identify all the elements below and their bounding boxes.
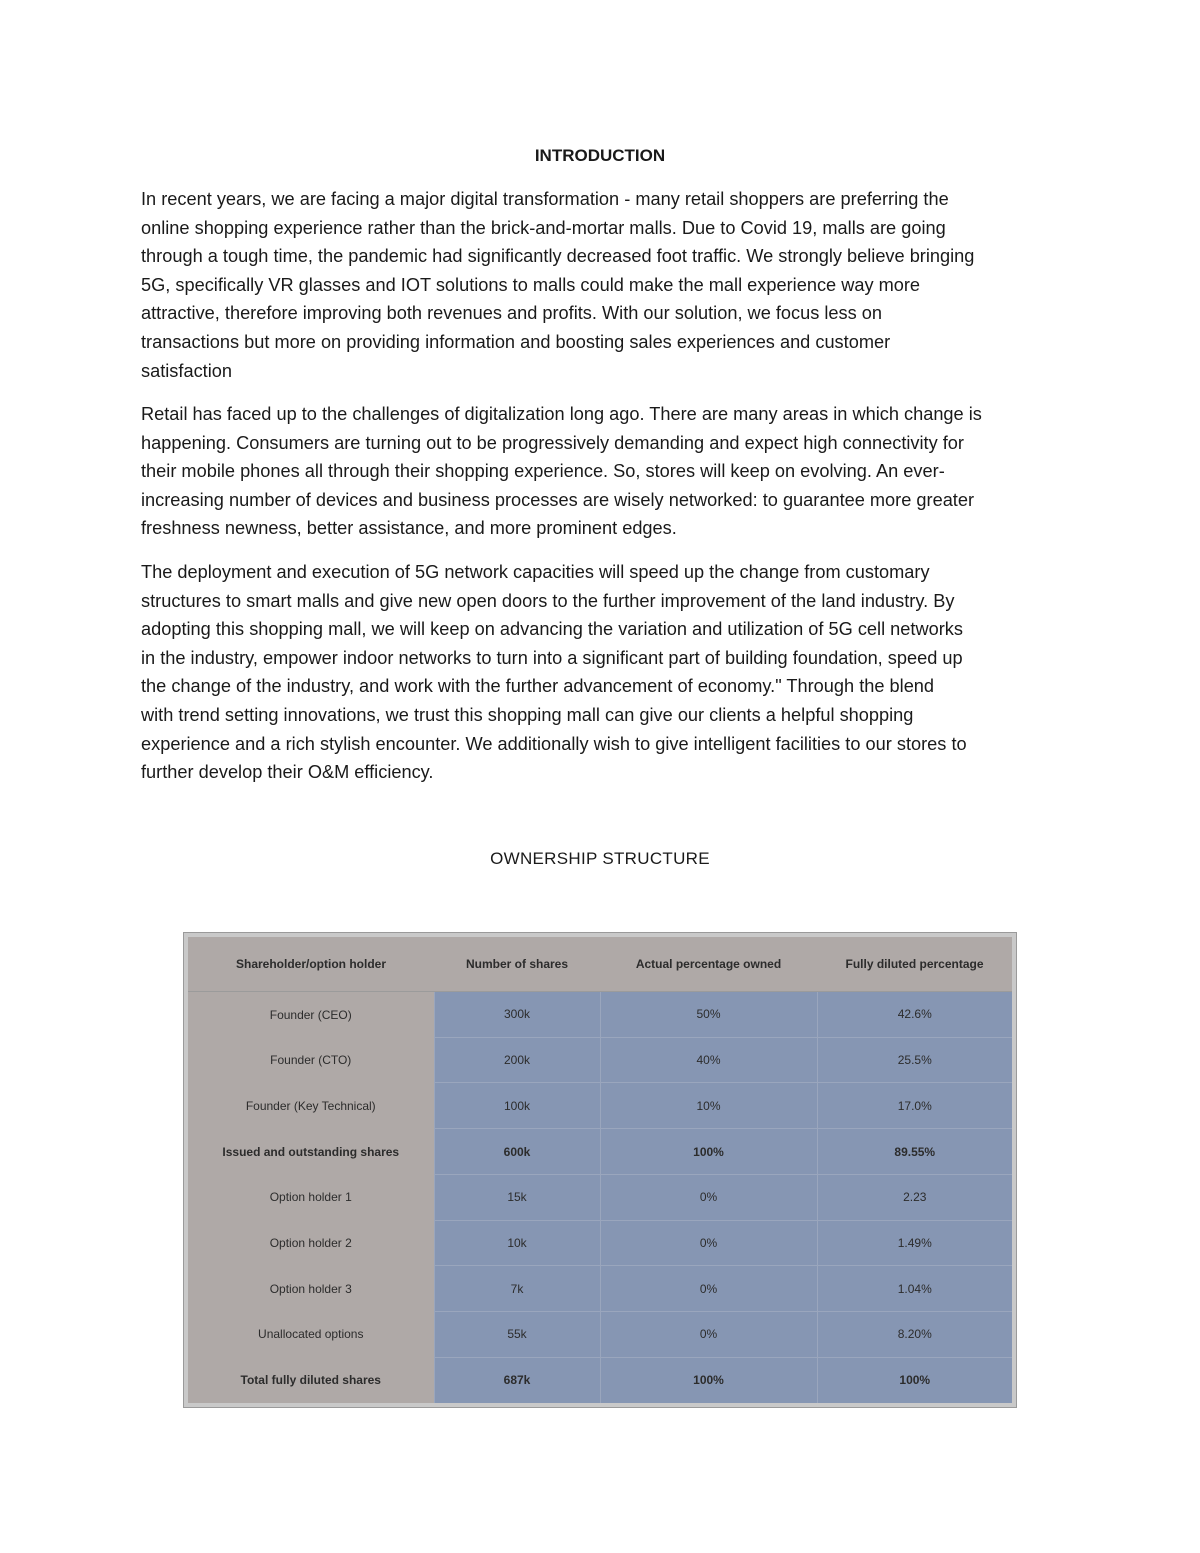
table-header-row	[188, 937, 1012, 992]
table-row	[188, 1312, 1012, 1358]
paragraph-line: The deployment and execution of 5G network capacities will speed up the change from customary	[141, 562, 930, 582]
diluted-percent-cell: 25.5%	[817, 1037, 1012, 1083]
ownership-table-image	[183, 932, 1017, 1408]
diluted-percent-cell: 8.20%	[817, 1312, 1012, 1358]
actual-percent-cell: 40%	[600, 1037, 817, 1083]
holder-cell: Option holder 2	[188, 1220, 434, 1266]
holder-cell: Total fully diluted shares	[188, 1357, 434, 1403]
paragraph-line: the change of the industry, and work with the further advancement of economy." Through the blend	[141, 676, 935, 697]
shares-cell: 600k	[434, 1129, 600, 1175]
diluted-percent-cell: 89.55%	[817, 1129, 1012, 1175]
paragraph-line: online shopping experience rather than the brick-and-mortar malls. Due to Covid 19, malls are going	[141, 217, 946, 238]
ownership-table	[188, 937, 1012, 1403]
diluted-percent-cell: 42.6%	[817, 992, 1012, 1038]
paragraph-line: transactions but more on providing information and boosting sales experiences and customer	[141, 331, 891, 352]
table-row	[188, 1129, 1012, 1175]
paragraph-line: satisfaction	[141, 360, 232, 381]
holder-cell: Option holder 3	[188, 1266, 434, 1312]
paragraph-line: further develop their O&M efficiency.	[141, 762, 434, 783]
table-row	[188, 1174, 1012, 1220]
paragraph-line: happening. Consumers are turning out to be progressively demanding and expect high connectivity for	[141, 432, 964, 453]
intro-paragraph-1	[141, 185, 1059, 385]
diluted-percent-cell: 1.49%	[817, 1220, 1012, 1266]
paragraph-line: adopting this shopping mall, we will keep on advancing the variation and utilization of 5G cell networks	[141, 619, 963, 640]
column-header-diluted: Fully diluted percentage	[817, 937, 1012, 992]
shares-cell: 10k	[434, 1220, 600, 1266]
shares-cell: 15k	[434, 1174, 600, 1220]
paragraph-line: experience and a rich stylish encounter. We additionally wish to give intelligent facilities to our stores to	[141, 733, 967, 754]
table-row	[188, 1220, 1012, 1266]
table-row	[188, 992, 1012, 1038]
shares-cell: 100k	[434, 1083, 600, 1129]
diluted-percent-cell: 2.23	[817, 1174, 1012, 1220]
actual-percent-cell: 0%	[600, 1266, 817, 1312]
ownership-table-body	[188, 992, 1012, 1404]
ownership-structure-heading: OWNERSHIP STRUCTURE	[490, 849, 710, 868]
paragraph-line: freshness newness, better assistance, and more prominent edges.	[141, 518, 677, 539]
diluted-percent-cell: 1.04%	[817, 1266, 1012, 1312]
actual-percent-cell: 50%	[600, 992, 817, 1038]
holder-cell: Founder (CTO)	[188, 1037, 434, 1083]
paragraph-line: Retail has faced up to the challenges of digitalization long ago. There are many areas in which change is	[141, 404, 982, 424]
paragraph-line: with trend setting innovations, we trust this shopping mall can give our clients a helpful shopping	[141, 704, 914, 725]
holder-cell: Unallocated options	[188, 1312, 434, 1358]
holder-cell: Option holder 1	[188, 1174, 434, 1220]
actual-percent-cell: 10%	[600, 1083, 817, 1129]
shares-cell: 55k	[434, 1312, 600, 1358]
shares-cell: 687k	[434, 1357, 600, 1403]
holder-cell: Issued and outstanding shares	[188, 1129, 434, 1175]
intro-paragraph-2	[141, 400, 1059, 543]
actual-percent-cell: 100%	[600, 1357, 817, 1403]
column-header-shares: Number of shares	[434, 937, 600, 992]
paragraph-line: structures to smart malls and give new open doors to the further improvement of the land industry. By	[141, 590, 955, 611]
holder-cell: Founder (CEO)	[188, 992, 434, 1038]
intro-paragraph-3	[141, 558, 1059, 787]
introduction-heading: INTRODUCTION	[534, 146, 666, 165]
actual-percent-cell: 0%	[600, 1312, 817, 1358]
holder-cell: Founder (Key Technical)	[188, 1083, 434, 1129]
diluted-percent-cell: 100%	[817, 1357, 1012, 1403]
column-header-holder: Shareholder/option holder	[188, 937, 434, 992]
shares-cell: 200k	[434, 1037, 600, 1083]
actual-percent-cell: 0%	[600, 1220, 817, 1266]
paragraph-line: attractive, therefore improving both revenues and profits. With our solution, we focus less on	[141, 303, 883, 324]
table-row	[188, 1357, 1012, 1403]
table-row	[188, 1083, 1012, 1129]
shares-cell: 7k	[434, 1266, 600, 1312]
paragraph-line: through a tough time, the pandemic had significantly decreased foot traffic. We strongly believe bringing	[141, 246, 975, 267]
paragraph-line: in the industry, empower indoor networks to turn into a significant part of building foundation, speed up	[141, 647, 963, 668]
paragraph-line: In recent years, we are facing a major digital transformation - many retail shoppers are preferring the	[141, 189, 949, 209]
actual-percent-cell: 0%	[600, 1174, 817, 1220]
actual-percent-cell: 100%	[600, 1129, 817, 1175]
paragraph-line: increasing number of devices and business processes are wisely networked: to guarantee more greater	[141, 489, 975, 510]
diluted-percent-cell: 17.0%	[817, 1083, 1012, 1129]
paragraph-line: 5G, specifically VR glasses and IOT solutions to malls could make the mall experience way more	[141, 274, 921, 295]
shares-cell: 300k	[434, 992, 600, 1038]
table-row	[188, 1266, 1012, 1312]
table-row	[188, 1037, 1012, 1083]
paragraph-line: their mobile phones all through their shopping experience. So, stores will keep on evolving. An ever-	[141, 461, 945, 482]
column-header-actual: Actual percentage owned	[600, 937, 817, 992]
